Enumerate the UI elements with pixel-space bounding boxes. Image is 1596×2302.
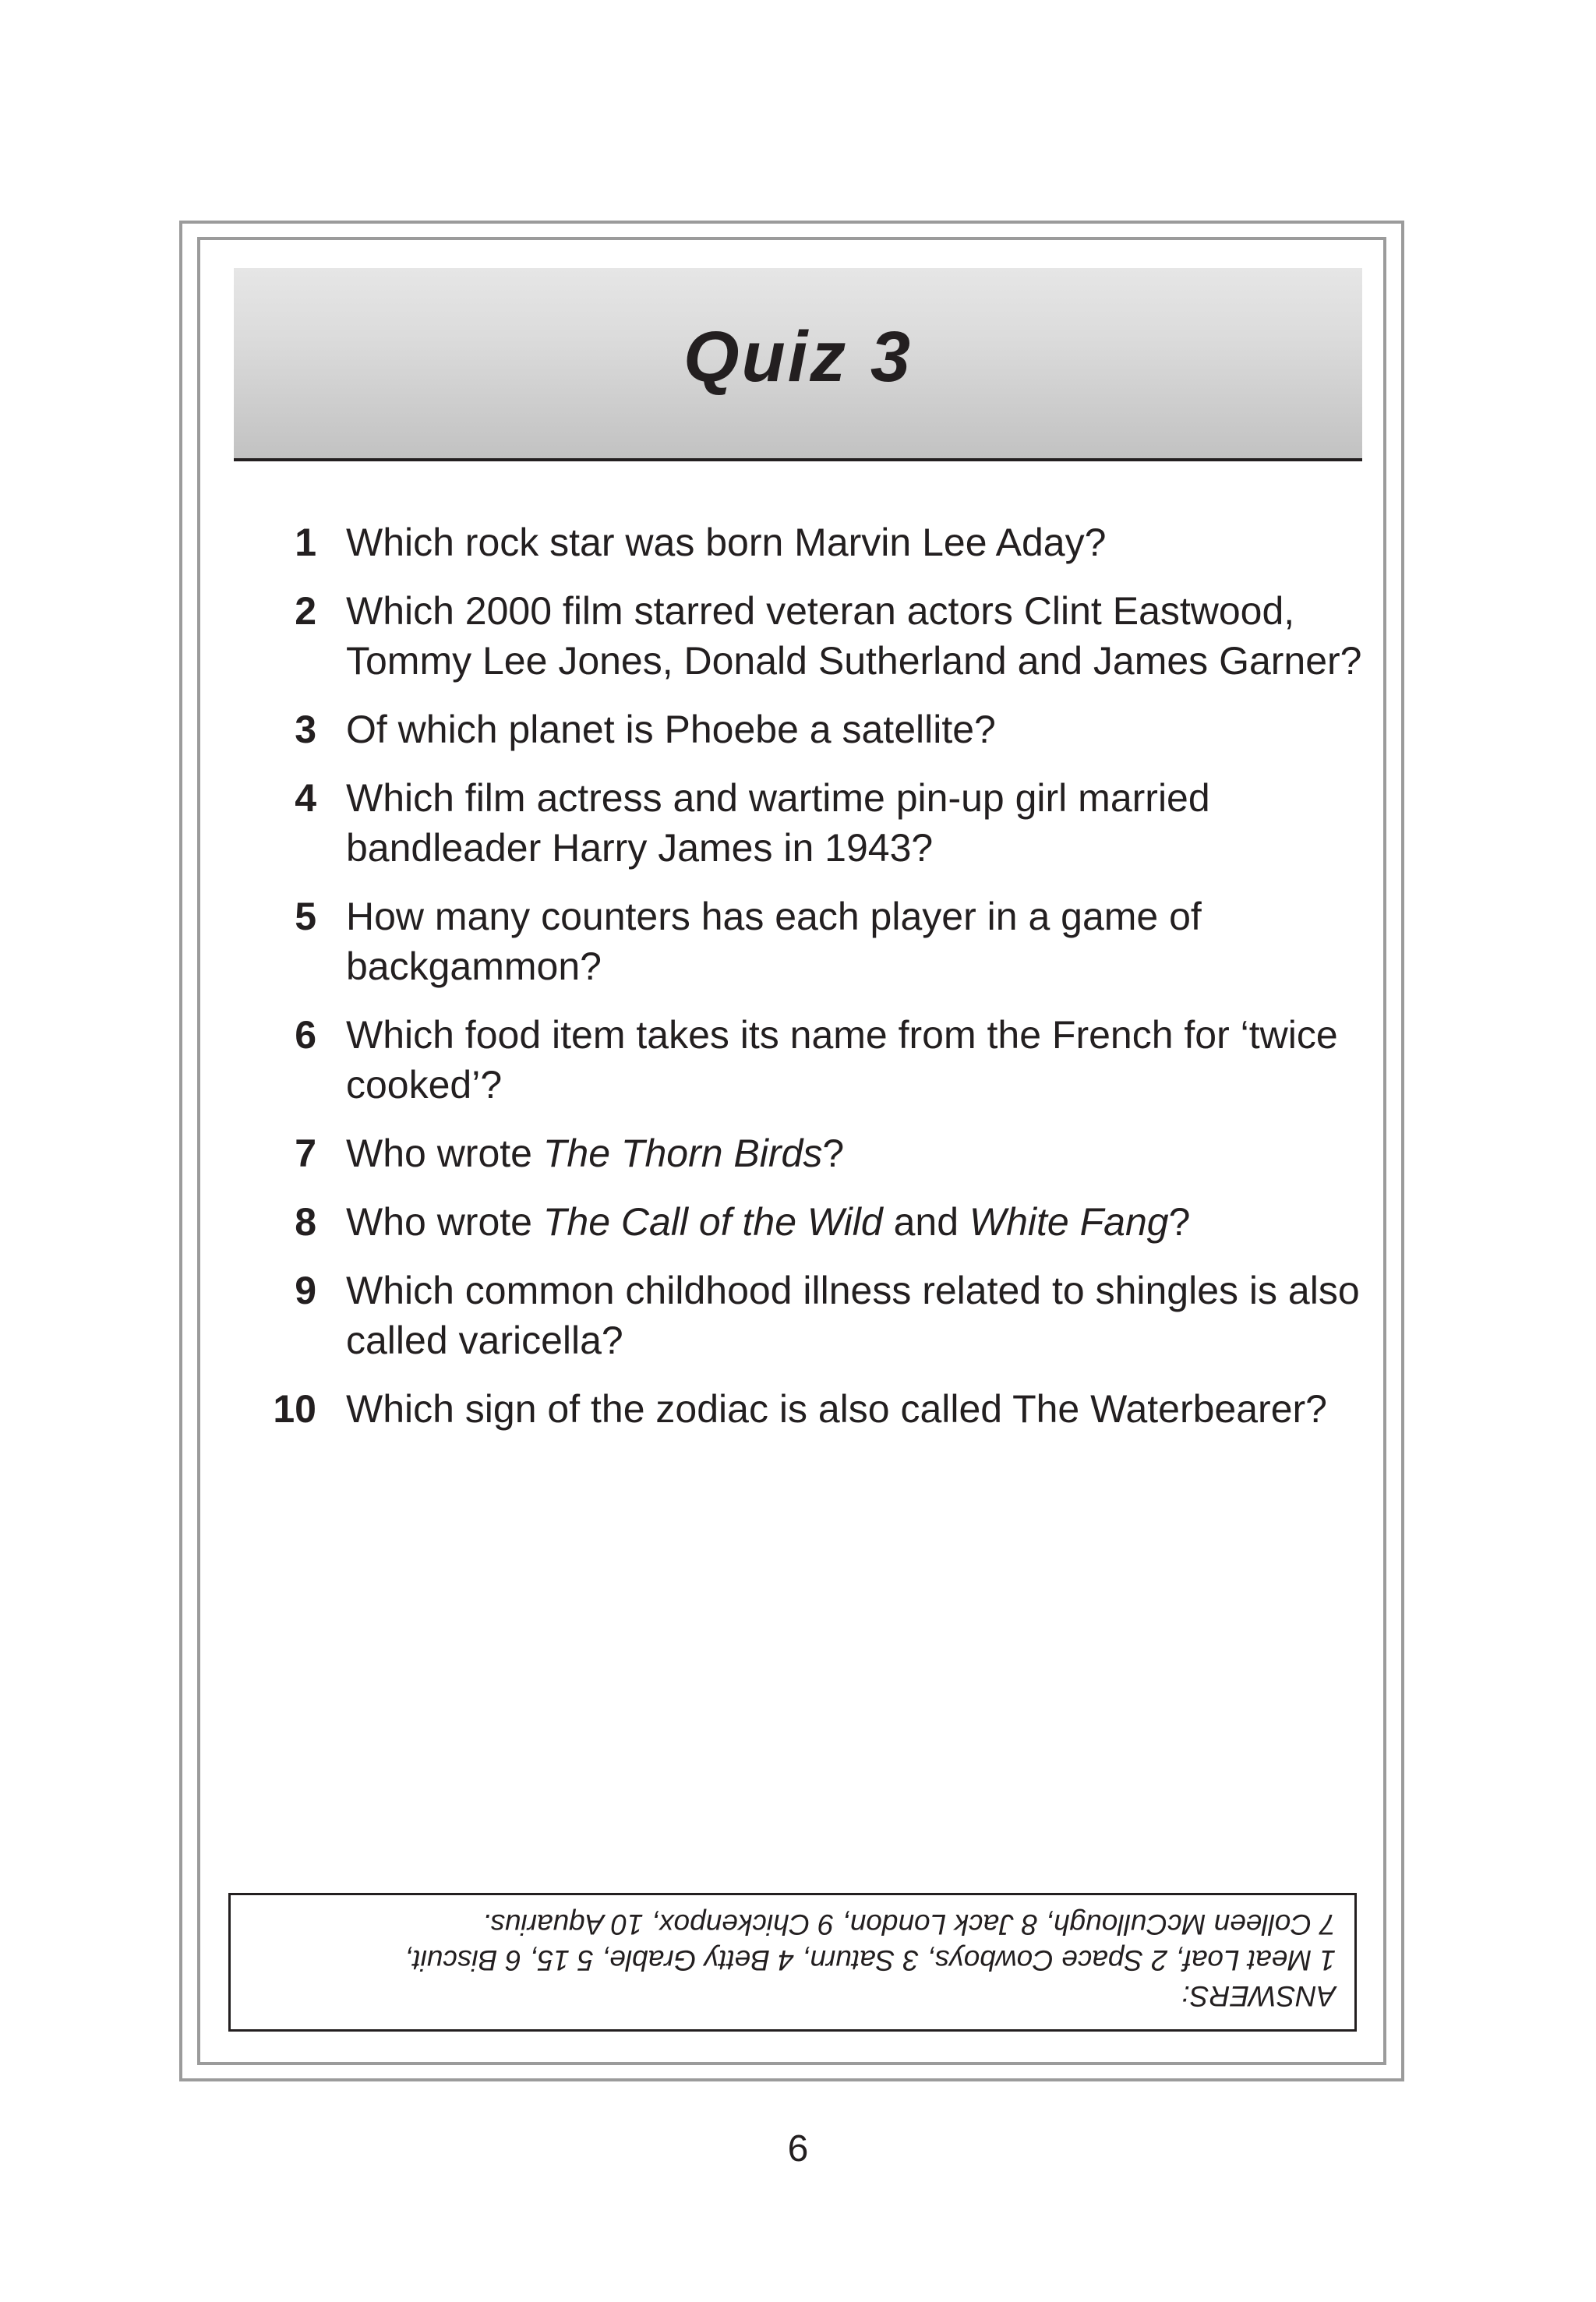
title-banner	[234, 268, 1362, 461]
question-item	[257, 1266, 1364, 1365]
question-number: 2	[295, 589, 316, 633]
question-text	[346, 1266, 1364, 1365]
question-item	[257, 1128, 1364, 1178]
question-number: 1	[295, 521, 316, 564]
question-title-italic: The Call of the Wild	[542, 1200, 883, 1244]
question-text-part: Which sign of the zodiac is also called The Waterbearer?	[346, 1387, 1327, 1431]
question-text-part: Of which planet is Phoebe a satellite?	[346, 708, 996, 751]
question-text-part: Which film actress and wartime pin-up girl married bandleader Harry James in 1943?	[346, 776, 1210, 870]
question-title-italic: White Fang	[969, 1200, 1169, 1244]
question-number: 5	[295, 895, 316, 938]
question-item	[257, 1010, 1364, 1110]
question-text-part: Which food item takes its name from the French for ‘twice cooked’?	[346, 1013, 1338, 1107]
question-text	[346, 1384, 1364, 1434]
question-number: 9	[295, 1269, 316, 1312]
question-text	[346, 1010, 1364, 1110]
question-item	[257, 586, 1364, 686]
answers-box	[228, 1893, 1357, 2032]
question-item	[257, 891, 1364, 991]
question-text-part: ?	[822, 1132, 845, 1175]
question-text-part: How many counters has each player in a game of backgammon?	[346, 895, 1202, 988]
question-text-part: Who wrote	[346, 1200, 543, 1244]
answers-heading: ANSWERS:	[1181, 1980, 1336, 2012]
question-text-part: and	[882, 1200, 969, 1244]
answers-line-1: 1 Meat Loaf, 2 Space Cowboys, 3 Saturn, 4 Betty Grable, 5 15, 6 Biscuit,	[404, 1944, 1336, 1976]
question-text-part: Which rock star was born Marvin Lee Aday?	[346, 521, 1107, 564]
page-number: 6	[787, 2128, 809, 2170]
answers-line-2: 7 Colleen McCullough, 8 Jack London, 9 Chickenpox, 10 Aquarius.	[482, 1908, 1336, 1940]
question-text	[346, 1128, 1364, 1178]
question-text-part: Which 2000 film starred veteran actors Clint Eastwood, Tommy Lee Jones, Donald Sutherland and James Garner?	[346, 589, 1362, 683]
question-title-italic: The Thorn Birds	[542, 1132, 823, 1175]
question-item	[257, 773, 1364, 873]
question-text	[346, 517, 1364, 567]
question-text	[346, 586, 1364, 686]
answers-upside-down	[231, 1895, 1354, 2029]
question-text	[346, 773, 1364, 873]
question-item	[257, 704, 1364, 754]
question-text	[346, 704, 1364, 754]
question-item	[257, 1384, 1364, 1434]
question-number: 4	[295, 776, 316, 820]
question-number: 3	[295, 708, 316, 751]
question-number: 6	[295, 1013, 316, 1057]
question-text-part: ?	[1168, 1200, 1191, 1244]
question-text-part: Which common childhood illness related to shingles is also called varicella?	[346, 1269, 1360, 1362]
question-item	[257, 1197, 1364, 1247]
question-list	[257, 517, 1364, 1453]
question-text	[346, 891, 1364, 991]
question-number: 8	[295, 1200, 316, 1244]
question-number: 10	[273, 1387, 316, 1431]
question-item	[257, 517, 1364, 567]
question-text	[346, 1197, 1364, 1247]
page-title: Quiz 3	[683, 316, 913, 397]
question-text-part: Who wrote	[346, 1132, 543, 1175]
question-number: 7	[295, 1132, 316, 1175]
